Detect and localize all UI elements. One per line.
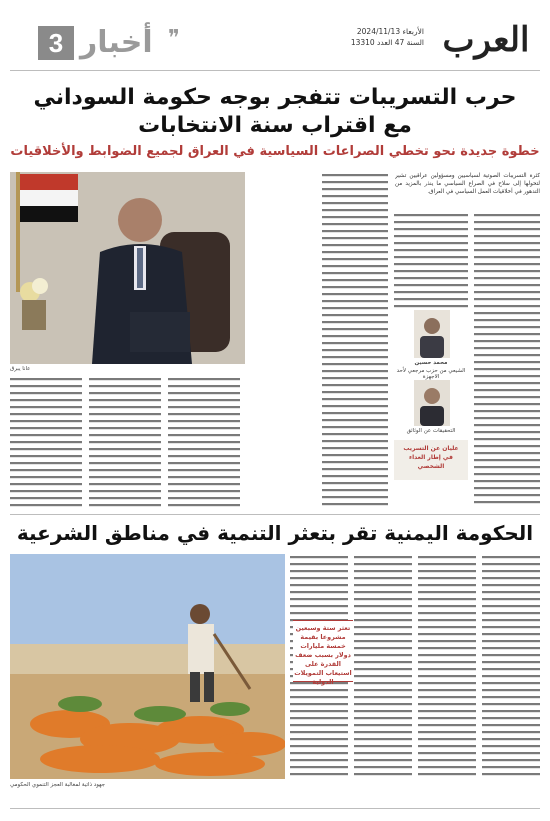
text-lines xyxy=(322,172,388,512)
page-header xyxy=(0,22,550,64)
person-icon xyxy=(414,380,450,426)
pull-quote-text: تعثر ستة وسبعين مشروعا بقيمة خمسة مليارات دولار بسبب ضعف القدرة على استيعاب التمويلات الدولية xyxy=(294,624,352,686)
article1-columns-lower xyxy=(10,376,240,510)
text-lines xyxy=(10,376,240,510)
header-divider xyxy=(10,70,540,71)
page-number: 3 xyxy=(38,26,74,60)
article1-column-1 xyxy=(474,212,540,512)
newspaper-logo: العرب xyxy=(442,20,530,60)
profile2-label: التحقيقات عن الوثائق xyxy=(406,428,456,434)
article2-headline: الحكومة اليمنية تقر بتعثر التنمية في مناطق الشرعية xyxy=(16,521,534,545)
photo-image xyxy=(10,554,285,779)
article-divider xyxy=(10,514,540,515)
person-icon xyxy=(414,310,450,358)
profile1-label: الشيعي من حزب مرجعي لأحد الاجهزة xyxy=(396,368,466,380)
article2-photo-caption: جهود ذاتية لمغالبة العجز التنموي الحكومي xyxy=(10,782,106,788)
text-lines xyxy=(474,212,540,512)
article2-photo xyxy=(10,554,285,779)
article1-photo-caption: عانا يبرق xyxy=(10,366,31,372)
avatar-profile1 xyxy=(414,310,450,358)
footer-divider xyxy=(10,808,540,809)
quote-icon: ❞ xyxy=(168,26,180,51)
article1-subheadline: خطوة جديدة نحو تخطي الصراعات السياسية في العراق لجميع الضوابط والأخلاقيات xyxy=(10,144,540,159)
article1-headline-line1: حرب التسريبات تتفجر بوجه حكومة السوداني xyxy=(33,85,517,110)
article1-headline-line2: مع اقتراب سنة الانتخابات xyxy=(138,113,412,138)
quote-text: عليان عن التسريب في إطار العداء الشخصي xyxy=(403,445,459,470)
issue-date: الأربعاء 2024/11/13 xyxy=(356,27,424,36)
photo-image xyxy=(10,172,245,364)
article1-column-3 xyxy=(322,172,388,512)
pull-quote xyxy=(293,620,353,686)
article1-intro: كثرة التسريبات الصوتية لسياسيين ومسؤولين عراقيين تشير لتحولها إلى سلاح في الصراع السياسي ما ينذر بالمزيد من التدهور في أخلاقيات العمل السياسي في العراق. xyxy=(395,173,540,195)
section-title: أخبار xyxy=(80,25,153,60)
issue-number: السنة 47 العدد 13310 xyxy=(350,38,424,47)
profile1-name: محمد حسين xyxy=(414,360,448,366)
quote-box xyxy=(394,440,468,480)
article1-photo xyxy=(10,172,245,364)
avatar-profile2 xyxy=(414,380,450,426)
issue-info xyxy=(351,26,424,48)
